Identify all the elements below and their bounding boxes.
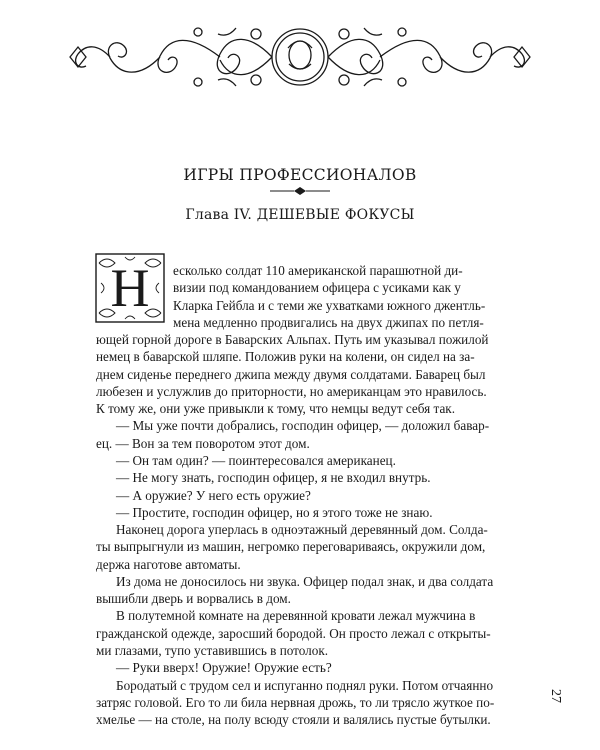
text-line: вышибли дверь и ворвались в дом. [96, 591, 291, 607]
text-line: — Не могу знать, господин офицер, я не входил внутрь. [116, 470, 431, 486]
text-line: — Простите, господин офицер, но я этого тоже не знаю. [116, 504, 433, 520]
drop-cap [95, 253, 165, 323]
text-line: ющей горной дороге в Баварских Альпах. Путь им указывал пожилой [96, 332, 489, 348]
text-line: Бородатый с трудом сел и испуганно поднял руки. Потом отчаянно [116, 677, 494, 693]
text-line: гражданской одежде, заросший бородой. Он просто лежал с открыты- [96, 625, 491, 641]
text-line: К тому же, они уже привыкли к тому, что немцы ведут себя так. [96, 401, 456, 417]
text-line: держа наготове автоматы. [96, 556, 241, 572]
text-line: немец в баварской шляпе. Положив руки на колени, он сидел на за- [96, 349, 475, 365]
text-line: ты выпрыгнули из машин, негромко переговариваясь, окружили дом, [96, 539, 486, 555]
section-title: ИГРЫ ПРОФЕССИОНАЛОВ [183, 166, 417, 184]
text-line: мена медленно продвигались на двух джипах по петля- [173, 314, 484, 330]
text-line: — А оружие? У него есть оружие? [116, 487, 311, 503]
drop-cap-letter: Н [110, 258, 150, 318]
text-line: ми глазами, тупо уставившись в потолок. [96, 642, 329, 658]
text-line: В полутемной комнате на деревянной кровати лежал мужчина в [116, 608, 476, 624]
text-line: есколько солдат 110 американской парашютной ди- [173, 263, 463, 278]
text-line: затряс головой. Его то ли била нервная дрожь, то ли трясло жуткое по- [96, 694, 495, 710]
text-line: — Руки вверх! Оружие! Оружие есть? [116, 660, 332, 676]
text-line: хмелье — на столе, на полу всюду стояли и валялись пустые бутылки. [96, 712, 491, 727]
page-number: 27 [548, 689, 563, 703]
text-line: Наконец дорога уперлась в одноэтажный деревянный дом. Солда- [116, 522, 488, 537]
text-line: днем сиденье переднего джипа между двумя солдатами. Баварец был [96, 366, 486, 382]
text-line: визии под командованием офицера с усиками как у [173, 280, 461, 296]
text-line: Кларка Гейбла и с теми же ухватками южного джентль- [173, 297, 486, 313]
text-line: — Он там один? — поинтересовался американец. [116, 453, 396, 468]
text-line: Из дома не доносилось ни звука. Офицер подал знак, и два солдата [116, 573, 494, 589]
text-line: любезен и услужлив до приторности, но американцам это нравилось. [96, 383, 487, 399]
text-line: — Мы уже почти добрались, господин офицер, — доложил бавар- [116, 418, 490, 434]
chapter-title: Глава IV. ДЕШЕВЫЕ ФОКУСЫ [185, 207, 415, 223]
ornamental-divider [268, 186, 332, 196]
text-line: ец. — Вон за тем поворотом этот дом. [96, 435, 310, 451]
ornamental-header [60, 14, 540, 100]
